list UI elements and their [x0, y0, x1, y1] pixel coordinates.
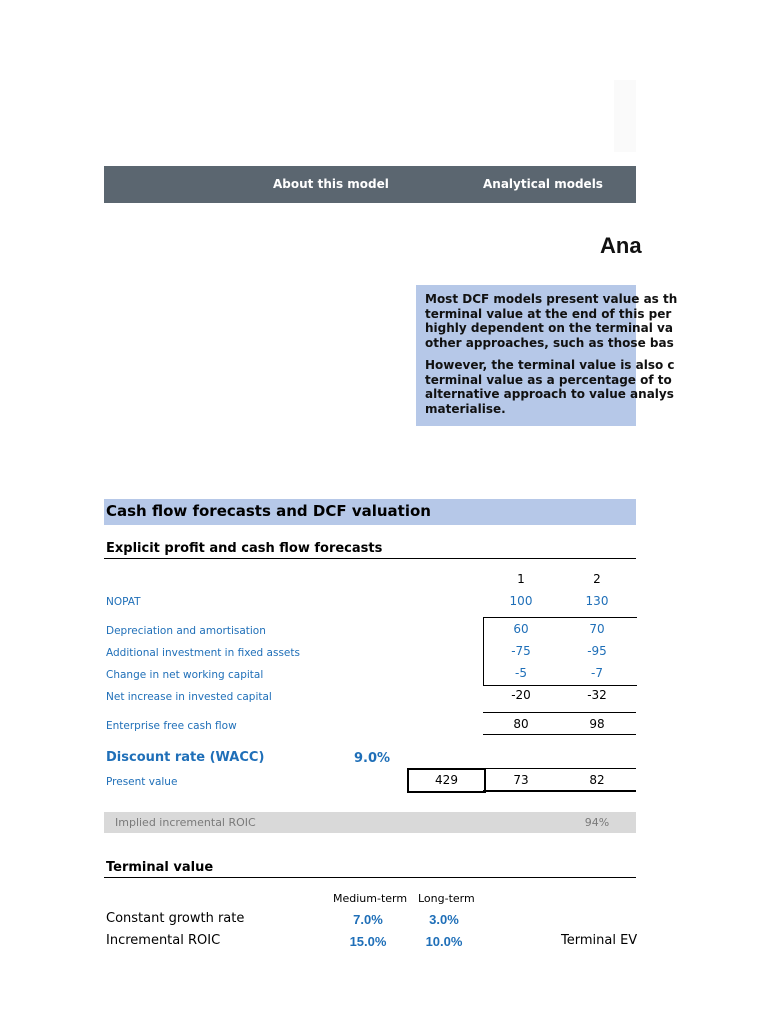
depreciation-y2[interactable]: 70 — [589, 622, 605, 636]
year-2-header: 2 — [593, 572, 601, 586]
working-capital-y1[interactable]: -5 — [515, 666, 527, 680]
intro-line: highly dependent on the terminal va — [425, 321, 673, 336]
present-value-y2: 82 — [589, 773, 605, 787]
discount-rate-value[interactable]: 9.0% — [354, 751, 391, 766]
fcf-label: Enterprise free cash flow — [106, 720, 237, 732]
nopat-y1[interactable]: 100 — [509, 594, 533, 608]
intro-line: alternative approach to value analys — [425, 387, 674, 402]
present-value-y1: 73 — [513, 773, 529, 787]
working-capital-label: Change in net working capital — [106, 669, 264, 681]
roic-long[interactable]: 10.0% — [425, 934, 463, 949]
intro-line: However, the terminal value is also c — [425, 358, 675, 372]
fcf-top-rule — [483, 712, 636, 713]
intro-line: Most DCF models present value as th — [425, 292, 678, 306]
terminal-heading: Terminal value — [106, 860, 214, 875]
col-long-term: Long-term — [418, 892, 475, 905]
fixed-investment-y2[interactable]: -95 — [587, 644, 607, 658]
col-medium-term: Medium-term — [333, 892, 408, 905]
nav-analytical-models[interactable]: Analytical models — [483, 177, 603, 191]
invested-capital-y1: -20 — [511, 688, 531, 702]
intro-paragraph-1 — [425, 292, 677, 350]
growth-medium[interactable]: 7.0% — [353, 912, 383, 927]
incremental-roic-label: Incremental ROIC — [106, 933, 221, 948]
roic-medium[interactable]: 15.0% — [349, 934, 387, 949]
intro-line: materialise. — [425, 401, 506, 416]
fcf-bottom-rule — [483, 734, 636, 735]
intro-note — [416, 285, 678, 426]
fcf-y2: 98 — [589, 717, 605, 731]
forecasts-rule — [104, 558, 636, 559]
terminal-ev-label: Terminal EV — [561, 933, 638, 948]
nav-about-this-model[interactable]: About this model — [273, 177, 389, 191]
page-title: Ana — [600, 233, 642, 258]
intro-paragraph-2 — [425, 358, 675, 416]
intro-line: other approaches, such as those bas — [425, 335, 674, 350]
depreciation-label: Depreciation and amortisation — [106, 625, 266, 637]
nav-bar — [104, 166, 636, 203]
fixed-investment-label: Additional investment in fixed assets — [106, 647, 300, 659]
year-1-header: 1 — [517, 572, 525, 586]
fcf-y1: 80 — [513, 717, 529, 731]
intro-line: terminal value as a percentage of to — [425, 372, 672, 387]
section-title: Cash flow forecasts and DCF valuation — [106, 502, 431, 520]
invested-capital-y2: -32 — [587, 688, 607, 702]
discount-rate-label: Discount rate (WACC) — [106, 750, 265, 765]
nopat-label: NOPAT — [106, 596, 141, 608]
working-capital-y2[interactable]: -7 — [591, 666, 603, 680]
forecasts-heading: Explicit profit and cash flow forecasts — [106, 541, 383, 556]
terminal-rule — [104, 877, 636, 878]
invested-capital-label: Net increase in invested capital — [106, 691, 272, 703]
present-value-label: Present value — [106, 776, 178, 788]
growth-long[interactable]: 3.0% — [429, 912, 459, 927]
growth-rate-label: Constant growth rate — [106, 911, 245, 926]
fixed-investment-y1[interactable]: -75 — [511, 644, 531, 658]
present-value-total: 429 — [407, 768, 486, 793]
implied-roic-y2: 94% — [584, 816, 610, 829]
depreciation-y1[interactable]: 60 — [513, 622, 529, 636]
header-logo-area — [614, 80, 636, 152]
nopat-y2[interactable]: 130 — [585, 594, 609, 608]
intro-line: terminal value at the end of this per — [425, 306, 672, 321]
implied-roic-label: Implied incremental ROIC — [115, 816, 256, 829]
